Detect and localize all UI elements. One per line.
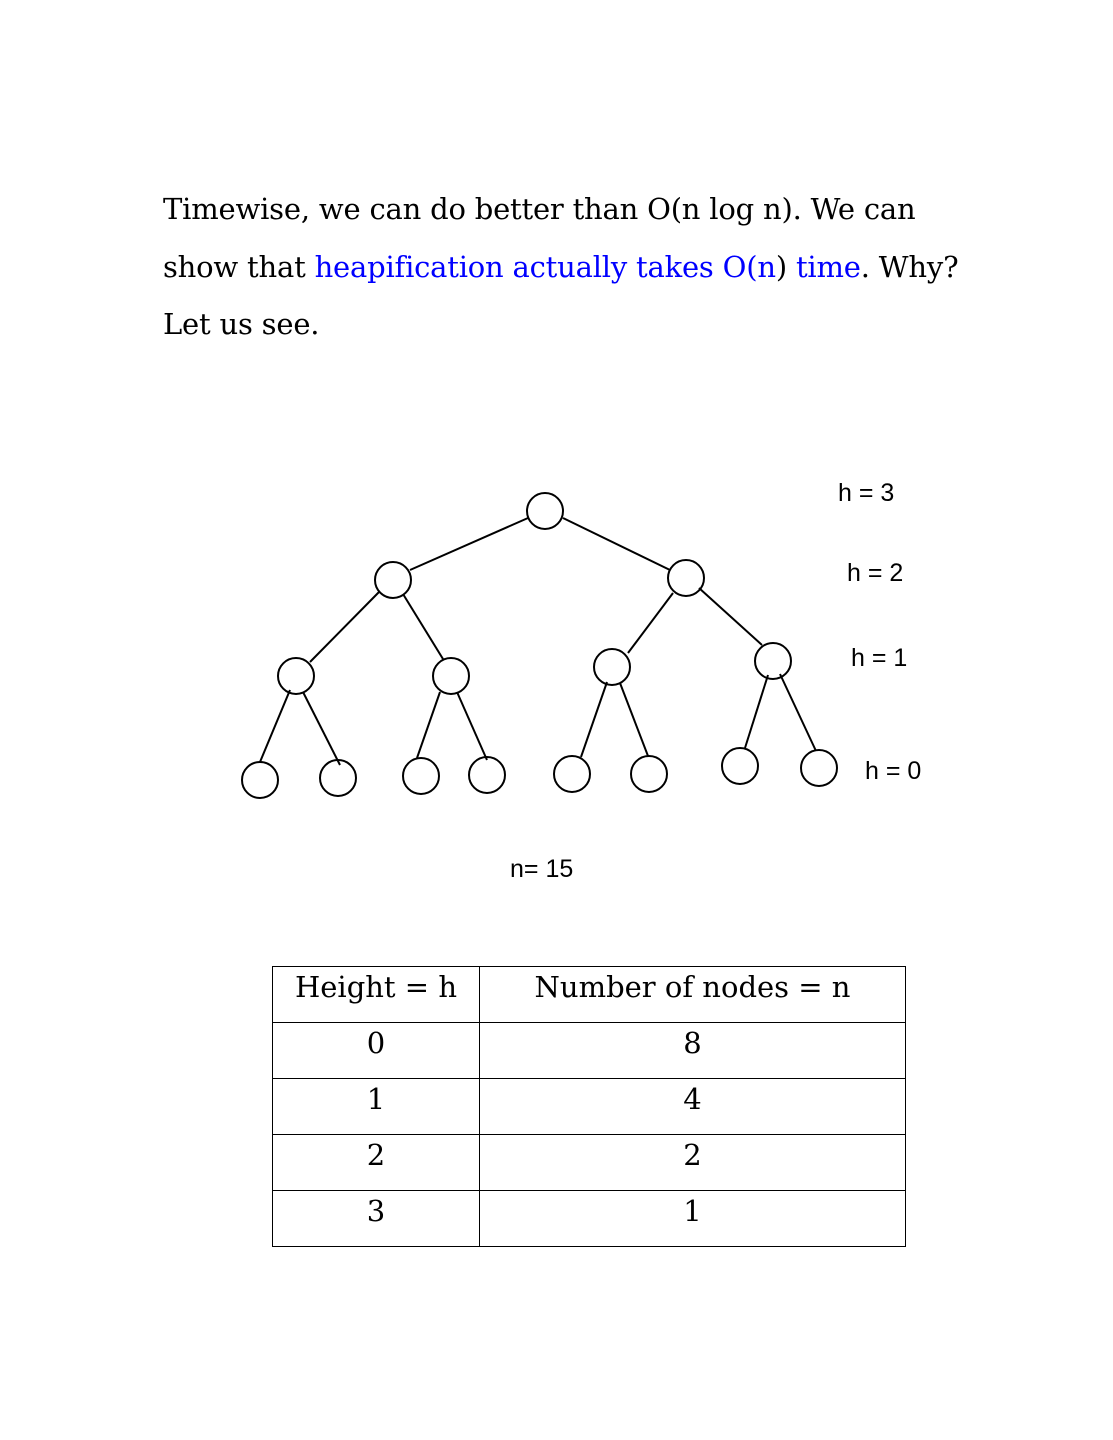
tree-node bbox=[554, 756, 590, 792]
paragraph-line-1: Timewise, we can do better than O(n log n). We can bbox=[163, 192, 916, 226]
tree-edge bbox=[780, 674, 816, 751]
header-nodes: Number of nodes = n bbox=[480, 967, 906, 1023]
cell-height: 1 bbox=[273, 1079, 480, 1135]
tree-edge bbox=[303, 692, 340, 765]
tree-node bbox=[668, 560, 704, 596]
tree-node bbox=[242, 762, 278, 798]
cell-nodes: 8 bbox=[480, 1023, 906, 1079]
tree-node bbox=[433, 658, 469, 694]
tree-node bbox=[403, 758, 439, 794]
table-header-row bbox=[273, 967, 906, 1023]
line2-start: show that bbox=[163, 249, 315, 284]
cell-nodes: 1 bbox=[480, 1191, 906, 1247]
paragraph-line-3: Let us see. bbox=[163, 307, 320, 341]
height-label-1: h = 1 bbox=[851, 644, 908, 672]
tree-node bbox=[469, 757, 505, 793]
cell-height: 2 bbox=[273, 1135, 480, 1191]
cell-height: 0 bbox=[273, 1023, 480, 1079]
tree-edge bbox=[457, 692, 487, 760]
close-paren: ) bbox=[775, 249, 787, 284]
tree-node bbox=[278, 658, 314, 694]
highlight-text-a: heapification actually takes O(n bbox=[314, 249, 776, 284]
tree-node bbox=[755, 643, 791, 679]
tree-edge bbox=[563, 518, 670, 570]
tree-node bbox=[594, 649, 630, 685]
tree-edge bbox=[260, 690, 290, 762]
tree-node bbox=[722, 748, 758, 784]
height-label-2: h = 2 bbox=[847, 559, 904, 587]
tree-node bbox=[375, 562, 411, 598]
tree-edge bbox=[745, 675, 768, 748]
tree-node bbox=[527, 493, 563, 529]
tree-edge bbox=[417, 692, 440, 758]
cell-nodes: 2 bbox=[480, 1135, 906, 1191]
tree-edge bbox=[310, 592, 379, 662]
node-count-label: n= 15 bbox=[510, 855, 574, 883]
tree-edge bbox=[699, 588, 762, 645]
cell-nodes: 4 bbox=[480, 1079, 906, 1135]
height-node-table bbox=[272, 966, 906, 1247]
tree-edge bbox=[581, 682, 607, 757]
table-row bbox=[273, 1135, 906, 1191]
table-row bbox=[273, 1023, 906, 1079]
tree-node bbox=[631, 756, 667, 792]
height-label-3: h = 3 bbox=[838, 479, 895, 507]
line2-end: . Why? bbox=[860, 249, 959, 284]
header-height: Height = h bbox=[273, 967, 480, 1023]
tree-edge bbox=[410, 518, 528, 570]
tree-node bbox=[320, 760, 356, 796]
highlight-text-b: time bbox=[795, 249, 861, 284]
cell-height: 3 bbox=[273, 1191, 480, 1247]
table-row bbox=[273, 1191, 906, 1247]
tree-edge bbox=[403, 594, 443, 659]
tree-edge bbox=[620, 683, 648, 756]
height-label-0: h = 0 bbox=[865, 757, 922, 785]
tree-node bbox=[801, 750, 837, 786]
tree-edge bbox=[628, 593, 673, 653]
table-row bbox=[273, 1079, 906, 1135]
